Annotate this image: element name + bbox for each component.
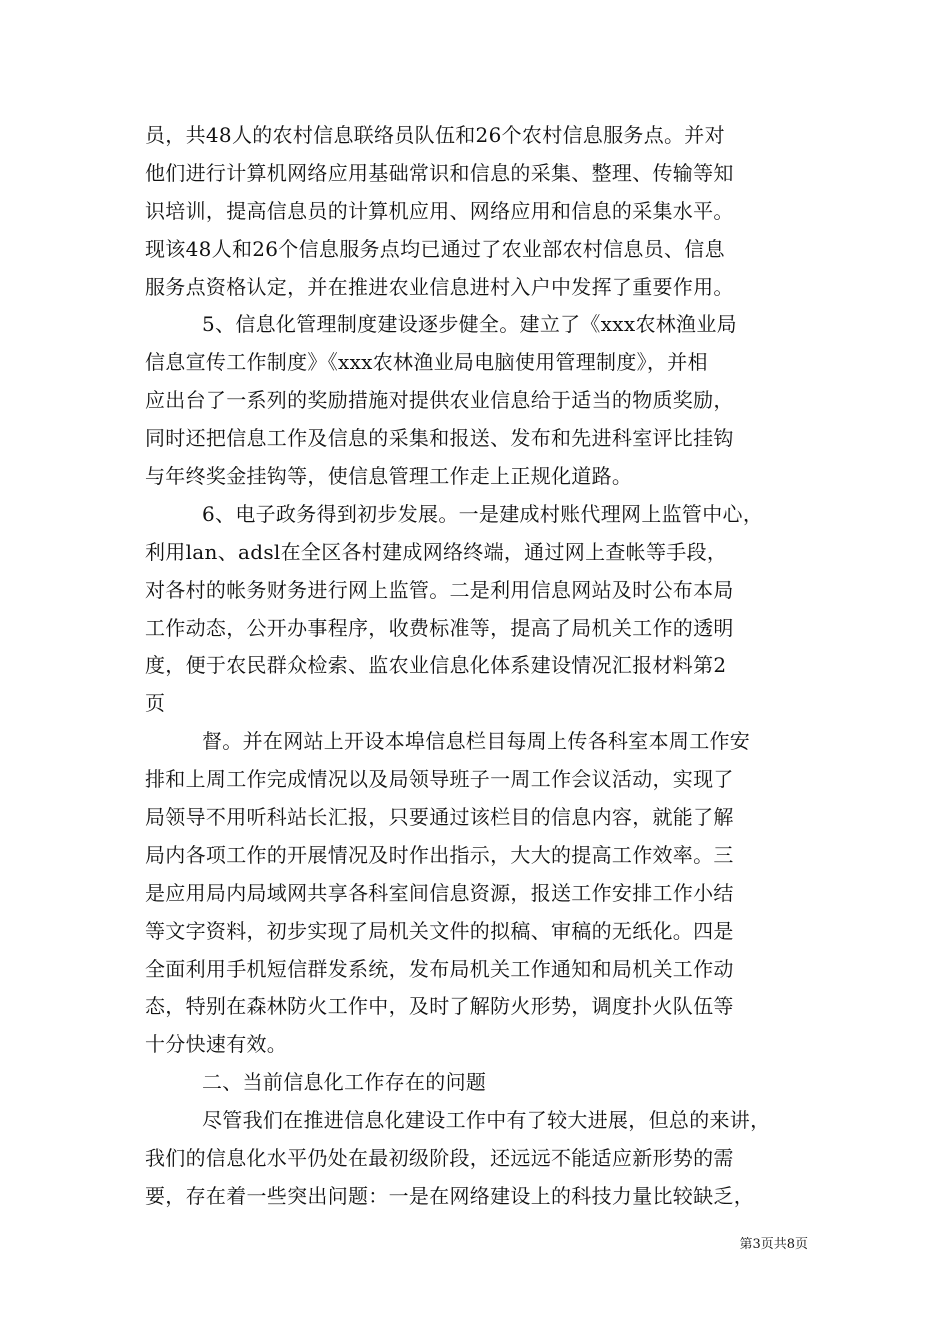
text-line: 服务点资格认定，并在推进农业信息进村入户中发挥了重要作用。 <box>145 274 734 299</box>
text-line: 现该48人和26个信息服务点均已通过了农业部农村信息员、信息 <box>145 236 725 261</box>
text-line: 等文字资料，初步实现了局机关文件的拟稿、审稿的无纸化。四是 <box>145 918 734 943</box>
text-line: 度，便于农民群众检索、监农业信息化体系建设情况汇报材料第2 <box>145 653 727 678</box>
paragraph-start-line: 6、电子政务得到初步发展。一是建成村账代理网上监管中心， <box>202 501 764 526</box>
body-text <box>145 117 815 1216</box>
text-line: 识培训，提高信息员的计算机应用、网络应用和信息的采集水平。 <box>145 198 734 223</box>
text-line: 要，存在着一些突出问题：一是在网络建设上的科技力量比较缺乏， <box>145 1183 754 1208</box>
text-line: 同时还把信息工作及信息的采集和报送、发布和先进科室评比挂钩 <box>145 426 734 451</box>
text-line: 局领导不用听科站长汇报，只要通过该栏目的信息内容，就能了解 <box>145 805 734 830</box>
text-line: 排和上周工作完成情况以及局领导班子一周工作会议活动，实现了 <box>145 767 734 792</box>
text-line: 十分快速有效。 <box>145 1032 288 1057</box>
text-line: 对各村的帐务财务进行网上监管。二是利用信息网站及时公布本局 <box>145 577 734 602</box>
text-line: 全面利用手机短信群发系统，发布局机关工作通知和局机关工作动 <box>145 956 734 981</box>
paragraph-start-line: 尽管我们在推进信息化建设工作中有了较大进展，但总的来讲， <box>202 1108 771 1133</box>
text-line: 与年终奖金挂钩等，使信息管理工作走上正规化道路。 <box>145 464 633 489</box>
text-line: 局内各项工作的开展情况及时作出指示，大大的提高工作效率。三 <box>145 842 734 867</box>
text-line: 员，共48人的农村信息联络员队伍和26个农村信息服务点。并对 <box>145 123 725 147</box>
section-heading: 二、当前信息化工作存在的问题 <box>202 1070 487 1095</box>
text-line: 工作动态，公开办事程序，收费标准等，提高了局机关工作的透明 <box>145 615 734 640</box>
text-line: 页 <box>145 691 166 716</box>
text-line: 利用lan、adsl在全区各村建成网络终端，通过网上查帐等手段， <box>145 539 728 564</box>
text-line: 信息宣传工作制度》《xxx农林渔业局电脑使用管理制度》，并相 <box>145 350 708 375</box>
text-line: 态，特别在森林防火工作中，及时了解防火形势，调度扑火队伍等 <box>145 994 734 1019</box>
paragraph-start-line: 督。并在网站上开设本埠信息栏目每周上传各科室本周工作安 <box>202 729 751 754</box>
page-number: 第3页共8页 <box>739 1237 808 1252</box>
paragraph-start-line: 5、信息化管理制度建设逐步健全。建立了《xxx农林渔业局 <box>202 312 737 337</box>
text-line: 他们进行计算机网络应用基础常识和信息的采集、整理、传输等知 <box>145 160 734 185</box>
text-line: 应出台了一系列的奖励措施对提供农业信息给于适当的物质奖励， <box>145 388 734 413</box>
text-line: 是应用局内局域网共享各科室间信息资源，报送工作安排工作小结 <box>145 880 734 905</box>
text-line: 我们的信息化水平仍处在最初级阶段，还远远不能适应新形势的需 <box>145 1146 734 1171</box>
